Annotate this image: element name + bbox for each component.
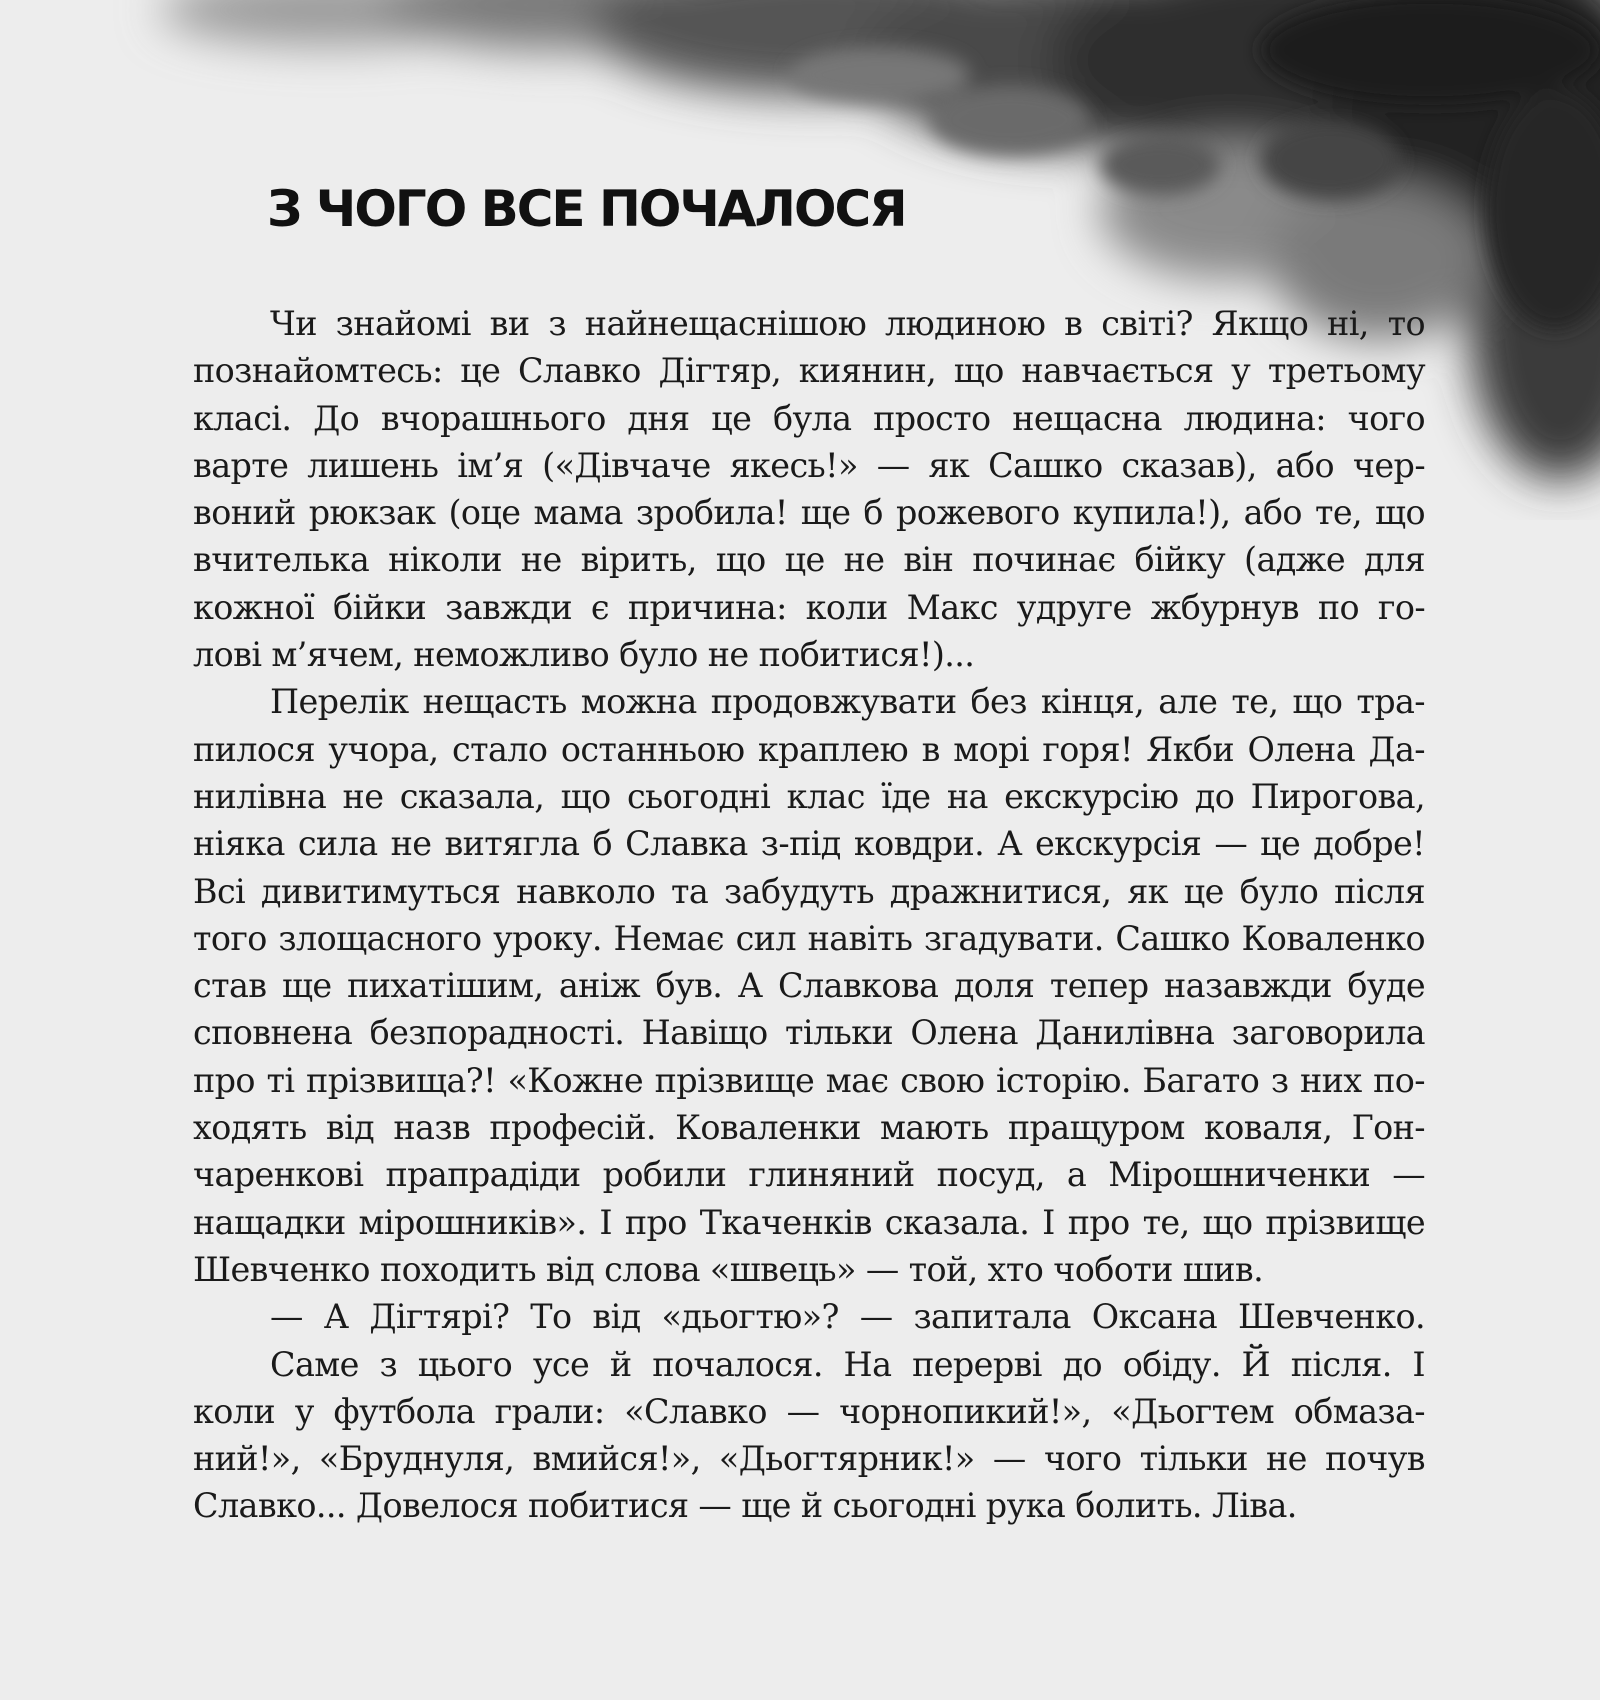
page-title: З ЧОГО ВСЕ ПОЧАЛОСЯ — [267, 180, 906, 238]
text-line: Славко... Довелося побитися — ще й сьогодні рука болить. Ліва. — [193, 1486, 1297, 1526]
text-line: — А Дігтярі? То від «дьогтю»? — запитала Оксана Шевченко. — [270, 1297, 1425, 1337]
text-line: Саме з цього усе й почалося. На перерві до обіду. Й після. І — [270, 1344, 1425, 1384]
text-line: того злощасного уроку. Немає сил навіть згадувати. Сашко Коваленко — [193, 918, 1425, 958]
text-line: воний рюкзак (оце мама зробила! ще б рожевого купила!), або те, що — [193, 493, 1425, 533]
text-line: кожної бійки завжди є причина: коли Макс удруге жбурнув по го- — [193, 587, 1425, 627]
text-line: ходять від назв професій. Коваленки мають пращуром коваля, Гон- — [193, 1108, 1425, 1148]
text-line: сповнена безпорадності. Навіщо тільки Олена Данилівна заговорила — [193, 1013, 1425, 1053]
text-line: коли у футбола грали: «Славко — чорнопикий!», «Дьогтем обмаза- — [193, 1391, 1425, 1431]
text-line: пилося учора, стало останньою краплею в морі горя! Якби Олена Да- — [193, 729, 1425, 769]
text-line: став ще пихатішим, аніж був. А Славкова доля тепер назавжди буде — [193, 966, 1425, 1006]
text-line: про ті прізвища?! «Кожне прізвище має свою історію. Багато з них по- — [193, 1060, 1425, 1100]
story-body — [193, 300, 1425, 1530]
text-line: нащадки мірошників». І про Ткаченків сказала. І про те, що прізвище — [193, 1202, 1425, 1242]
text-line: нилівна не сказала, що сьогодні клас їде на екскурсію до Пирогова, — [193, 776, 1425, 816]
text-line: варте лишень ім’я («Дівчаче якесь!» — як Сашко сказав), або чер- — [193, 445, 1425, 485]
text-line: лові м’ячем, неможливо було не побитися!)... — [193, 635, 975, 675]
text-line: Шевченко походить від слова «швець» — той, хто чоботи шив. — [193, 1249, 1264, 1289]
text-line: Чи знайомі ви з найнещаснішою людиною в світі? Якщо ні, то — [270, 304, 1425, 343]
text-line: класі. До вчорашнього дня це була просто нещасна людина: чого — [193, 398, 1425, 438]
text-line: чаренкові прапрадіди робили глиняний посуд, а Мірошниченки — — [193, 1155, 1425, 1195]
text-line: ний!», «Бруднуля, вмийся!», «Дьогтярник!» — чого тільки не почув — [193, 1439, 1425, 1479]
text-line: ніяка сила не витягла б Славка з-під ковдри. А екскурсія — це добре! — [193, 824, 1425, 864]
text-line: Всі дивитимуться навколо та забудуть дражнитися, як це було після — [193, 871, 1425, 911]
text-line: познайомтесь: це Славко Дігтяр, киянин, що навчається у третьому — [193, 351, 1425, 391]
text-line: Перелік нещасть можна продовжувати без кінця, але те, що тра- — [270, 682, 1425, 722]
text-line: вчителька ніколи не вірить, що це не він починає бійку (адже для — [193, 540, 1425, 580]
